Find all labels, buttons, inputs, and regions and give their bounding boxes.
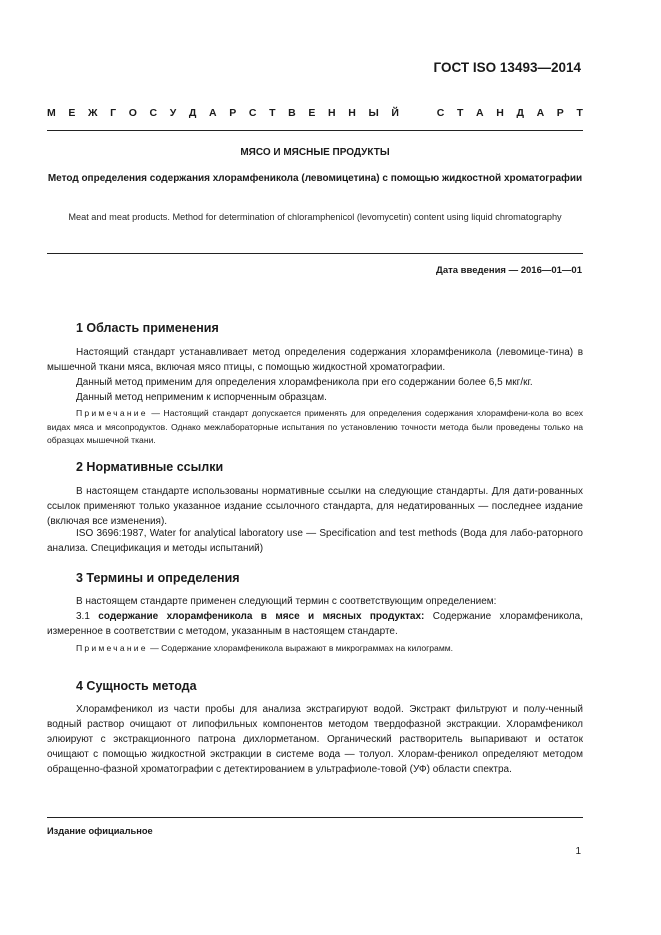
note-text: — Содержание хлорамфеникола выражают в микрограммах на килограмм. [147, 643, 454, 653]
header-rule [47, 130, 583, 131]
heading-letter: М [47, 107, 56, 119]
heading-letter: А [476, 107, 484, 119]
heading-letter: С [248, 107, 257, 119]
section-4-paragraph: Хлорамфеникол из части пробы для анализа экстрагируют водой. Экстракт фильтруют и полу-ченный водный раствор очищают от липофильных компонентов методом твердофазной экстракции. Хлорамфеникол элюируют с экстракционного патрона дихлорметаном. Органический растворитель выпаривают и остаток очищают с помощью жидкостной экстракции в системе вода — толуол. Хлорам-феникол определяют методом обращенно-фазной хроматографии с детектированием в ультрафиоле-товой (УФ) области спектра. [47, 704, 583, 775]
section-3-note [47, 642, 583, 656]
section-3-heading: 3 Термины и определения [76, 571, 240, 585]
interstate-standard-heading [47, 107, 583, 119]
heading-letter: В [288, 107, 296, 119]
heading-letter: Т [269, 107, 276, 119]
term-number: 3.1 [76, 611, 99, 622]
heading-letter: Т [456, 107, 464, 119]
section-1-paragraph: Данный метод применим для определения хлорамфеникола при его содержании более 6,5 мкг/кг. [76, 377, 533, 388]
title-english: Meat and meat products. Method for determination of chloramphenicol (levomycetin) content using liquid chromatography [68, 212, 562, 222]
heading-letter: О [128, 107, 137, 119]
subtitle-russian: Метод определения содержания хлорамфеникола (левомицетина) с помощью жидкостной хроматографии [47, 173, 583, 184]
introduction-date: Дата введения — 2016—01—01 [436, 265, 582, 276]
heading-letter: Е [68, 107, 76, 119]
section-4-heading: 4 Сущность метода [76, 679, 197, 693]
title-russian: МЯСО И МЯСНЫЕ ПРОДУКТЫ [240, 147, 390, 158]
heading-letter: А [536, 107, 545, 119]
note-label: Примечание [76, 408, 148, 418]
section-2-paragraph: ISO 3696:1987, Water for analytical laboratory use — Specification and test methods (Вода для лабо-раторного анализа. Спецификация и методы испытаний) [47, 528, 583, 554]
heading-letter: Р [229, 107, 237, 119]
note-label: Примечание [76, 643, 148, 653]
footer-rule [47, 817, 583, 818]
heading-letter: А [209, 107, 217, 119]
term-text: Содержание хлорамфеникола, измеренное в соответствии с методом, указанным в настоящем стандарте. [47, 611, 583, 637]
heading-letter: Р [556, 107, 564, 119]
section-2-heading: 2 Нормативные ссылки [76, 460, 224, 474]
heading-letter: Д [188, 107, 197, 119]
term-name: содержание хлорамфеникола в мясе и мясных продуктах: [98, 611, 425, 622]
heading-letter: Н [496, 107, 504, 119]
official-edition-label: Издание официальное [47, 826, 153, 836]
heading-letter: Ж [88, 107, 98, 119]
section-3-paragraph: В настоящем стандарте применен следующий термин с соответствующим определением: [76, 596, 497, 607]
heading-letter: Ы [368, 107, 379, 119]
page-number: 1 [575, 846, 581, 857]
section-2-paragraph: В настоящем стандарте использованы нормативные ссылки на следующие стандарты. Для дати-рованных ссылок применяют только указанное издание ссылочного стандарта, для недатированных — последнее издание (включая все изменения). [47, 486, 583, 527]
term-definition [47, 609, 583, 639]
section-1-heading: 1 Область применения [76, 321, 219, 335]
heading-letter: С [436, 107, 445, 119]
heading-letter: Д [516, 107, 524, 119]
section-1-note [47, 407, 583, 448]
section-1-paragraph: Данный метод неприменим к испорченным образцам. [76, 392, 327, 403]
heading-letter: Н [348, 107, 356, 119]
heading-letter: С [149, 107, 158, 119]
document-code: ГОСТ ISO 13493—2014 [433, 60, 581, 75]
note-text: — Настоящий стандарт допускается применять для определения содержания хлорамфени-кола во всех видах мяса и мясопродуктов. Однако межлабораторные испытания по установлению точности метода были проведены только на образцах мышечной ткани. [47, 408, 583, 445]
heading-letter: Й [391, 107, 399, 119]
heading-letter: У [169, 107, 177, 119]
heading-letter: Е [308, 107, 316, 119]
title-rule [47, 253, 583, 254]
section-1-paragraph: Настоящий стандарт устанавливает метод определения содержания хлорамфеникола (левомице-тина) в мышечной ткани мяса, включая мясо птицы, с помощью жидкостной хроматографии. [47, 347, 583, 373]
heading-letter: Г [110, 107, 117, 119]
heading-letter: Н [328, 107, 336, 119]
heading-letter: Т [576, 107, 583, 119]
